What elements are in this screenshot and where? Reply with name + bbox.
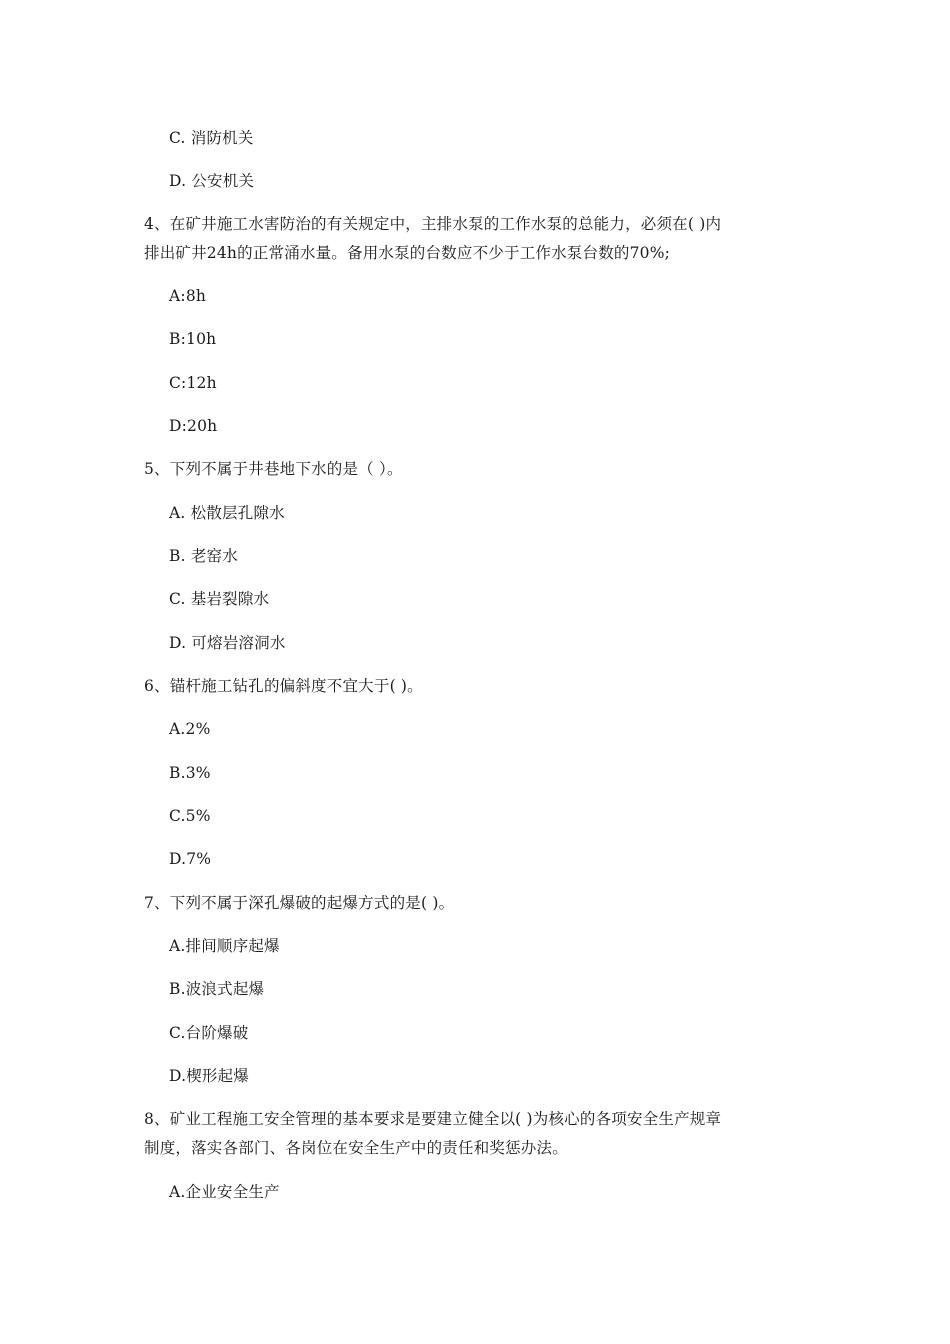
- option-5b: B. 老窑水: [169, 547, 238, 565]
- option-5d: D. 可熔岩溶洞水: [169, 634, 286, 652]
- option-7a: A.排间顺序起爆: [169, 937, 280, 955]
- question-8-line-1: 8、矿业工程施工安全管理的基本要求是要建立健全以( )为核心的各项安全生产规章: [144, 1110, 722, 1128]
- option-8a: A.企业安全生产: [169, 1183, 280, 1201]
- question-8-line-2: 制度，落实各部门、各岗位在安全生产中的责任和奖惩办法。: [144, 1139, 568, 1157]
- option-5a: A. 松散层孔隙水: [169, 504, 285, 522]
- option-6a: A.2%: [169, 720, 211, 738]
- option-6c: C.5%: [169, 807, 211, 825]
- option-7b: B.波浪式起爆: [169, 980, 265, 998]
- option-4d: D:20h: [169, 417, 218, 435]
- option-6b: B.3%: [169, 764, 211, 782]
- option-4b: B:10h: [169, 330, 217, 348]
- question-7: 7、下列不属于深孔爆破的起爆方式的是( )。: [144, 894, 455, 912]
- option-4a: A:8h: [169, 287, 207, 305]
- option-3d: D. 公安机关: [169, 172, 255, 190]
- option-7c: C.台阶爆破: [169, 1024, 249, 1042]
- option-3c: C. 消防机关: [169, 129, 254, 147]
- question-4-line-2: 排出矿井24h的正常涌水量。备用水泵的台数应不少于工作水泵台数的70%;: [144, 244, 671, 262]
- question-6: 6、锚杆施工钻孔的偏斜度不宜大于( )。: [144, 677, 423, 695]
- option-6d: D.7%: [169, 850, 212, 868]
- option-7d: D.楔形起爆: [169, 1067, 250, 1085]
- question-4-line-1: 4、在矿井施工水害防治的有关规定中，主排水泵的工作水泵的总能力，必须在( )内: [144, 215, 722, 233]
- question-5: 5、下列不属于井巷地下水的是（ ）。: [144, 460, 403, 478]
- option-4c: C:12h: [169, 374, 217, 392]
- option-5c: C. 基岩裂隙水: [169, 590, 270, 608]
